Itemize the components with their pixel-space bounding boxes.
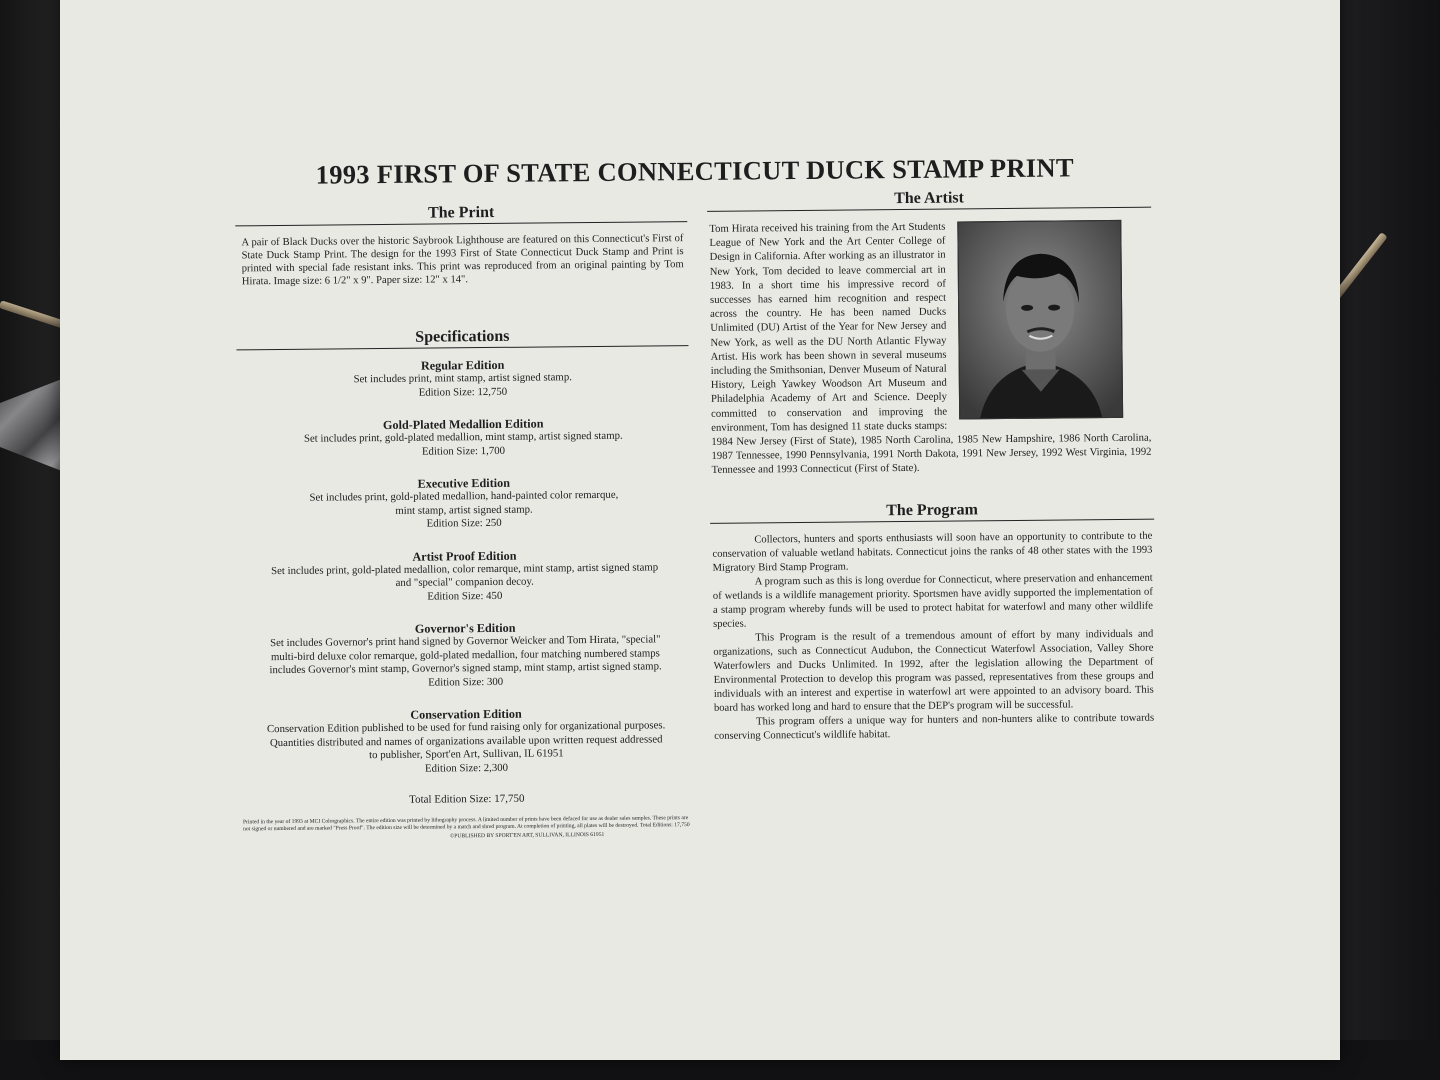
edition-size: Edition Size: 300 (428, 675, 504, 689)
program-paragraph: This program offers a unique way for hunters and non-hunters alike to contribute towards conserving Connecticut's wildlife habitat. (714, 712, 1155, 742)
edition-gold-plated (237, 415, 689, 460)
edition-conservation (240, 705, 693, 777)
portrait-photo-icon (958, 221, 1122, 419)
edition-name: Artist Proof Edition (412, 548, 517, 564)
total-edition-size: Total Edition Size: 17,750 (409, 792, 525, 806)
program-paragraph: This Program is the result of a tremendous amount of effort by many individuals and organizations, such as Connecticut Audubon, the Connecticut Waterfowl Association, Valley Shore Waterfowlers and Ducks Unlimited. In 1992, after the legislation allowing the Department of Environmental Protection to develop this program was passed, representatives from these groups and individuals with an interest and expertise in waterfowl art were appointed to an advisory board. This board has worked long and hard to ensure that the DEP's program will be successful. (713, 628, 1154, 714)
document-body (235, 142, 1162, 871)
program-text (710, 529, 1156, 743)
edition-size: Edition Size: 450 (427, 589, 503, 603)
right-column (707, 188, 1156, 744)
edition-description: Set includes print, gold-plated medallion, color remarque, mint stamp, artist signed stamp and "special" companion decoy. (270, 560, 659, 589)
edition-name: Gold-Plated Medallion Edition (382, 416, 544, 433)
edition-size: Edition Size: 250 (426, 516, 502, 530)
artist-block (707, 218, 1153, 478)
artist-biography: Tom Hirata received his training from the Art Students League of New York and the Art Center College of Design in California. After working as an illustrator in New York, Tom decided to leave commercial art in 1983. In a short time his impressive record of successes has earned him recognition and respect across the country. He has been named Ducks Unlimited (DU) Artist of the Year for New Jersey and New York, as well as the DU North Atlantic Flyway Artist. His work has been shown in several museums including the Smithsonian, Denver Museum of Natural History, Leigh Yawkey Woodson Art Museum and Philadelphia Academy of Art and Science. Deeply committed to conservation and improving the environment, Tom has designed 11 state ducks stamps: 1984 New Jersey (First of State), 1985 North Carolina, 1985 New Hampshire, 1986 North Carolina, 1987 Tennessee, 1990 Pennsylvania, 1991 North Dakota, 1991 New Jersey, 1992 West Virginia, 1992 Tennessee and 1993 Connecticut (First of State). (709, 220, 1152, 477)
edition-size: Edition Size: 2,300 (424, 761, 509, 775)
edition-description: Set includes print, gold-plated medallion, hand-painted color remarque, mint stamp, artist signed stamp. (309, 488, 619, 517)
publisher-line: ©PUBLISHED BY SPORT'EN ART, SULLIVAN, ILLINOIS 61951 (449, 832, 605, 840)
artist-heading: The Artist (707, 188, 1151, 212)
edition-description: Set includes print, gold-plated medallion, mint stamp, artist signed stamp. (303, 429, 623, 445)
page-title: 1993 FIRST OF STATE CONNECTICUT DUCK STAMP PRINT (315, 152, 1075, 190)
edition-description: Set includes print, mint stamp, artist signed stamp. (353, 371, 572, 386)
print-description: A pair of Black Ducks over the historic Saybrook Lighthouse are featured on this Connecticut's First of State Duck Stamp Print. The design for the 1993 First of State Connecticut Duck Stamp and Print is printed with special fade resistant inks. This print was reproduced from an original painting by Tom Hirata. Image size: 6 1/2" x 9". Paper size: 12" x 14". (241, 233, 684, 288)
edition-regular (237, 356, 689, 401)
program-paragraph: A program such as this is long overdue for Connecticut, where preservation and enhancement of wetlands is a wildlife management priority. Sportsmen have avidly supported the implementation of a stamp program whereby funds will be used to protect habitat for waterfowl and many other wildlife species. (712, 572, 1154, 630)
edition-name: Regular Edition (420, 357, 505, 373)
edition-governors (239, 619, 692, 691)
artist-portrait-photo (957, 220, 1123, 420)
print-heading: The Print (235, 202, 687, 226)
left-column (235, 202, 693, 842)
edition-name: Governor's Edition (414, 620, 516, 636)
program-heading: The Program (710, 499, 1154, 523)
edition-size: Edition Size: 12,750 (418, 385, 508, 399)
edition-name: Executive Edition (417, 475, 511, 491)
program-paragraph: Collectors, hunters and sports enthusiasts will soon have an opportunity to contribute to the conservation of valuable wetland habitats. Connecticut joins the ranks of 48 other states with the 1993 Migratory Bird Stamp Program. (712, 530, 1153, 574)
edition-description: Conservation Edition published to be used for fund raising only for organizational purposes. Quantities distributed and names of organizations available upon written request addressed to publisher, Sport'en Art, Sullivan, IL 61951 (266, 719, 666, 762)
edition-artist-proof (238, 547, 691, 606)
paper-sheet (60, 0, 1340, 1060)
edition-executive (238, 474, 691, 533)
specifications-heading: Specifications (236, 326, 688, 350)
fine-print: Printed in the year of 1993 at MCI Colorgraphics. The entire edition was printed by lithography process. A limited number of prints have been defaced for use as dealer sales samples. These prints are not signed or numbered and are marked "Press Proof". The edition size will be determined by a match and shred program. At completion of printing, all plates will be destroyed. Total Editions: 17,750 (242, 815, 690, 833)
edition-size: Edition Size: 1,700 (421, 444, 506, 458)
background-right (1330, 0, 1440, 1080)
edition-description: Set includes Governor's print hand signed by Governor Weicker and Tom Hirata, "special" multi-bird deluxe color remarque, gold-plated medallion, four matching numbered stamps includes Governor's mint stamp, Governor's signed stamp, mint stamp, artist signed stamp. (269, 633, 662, 677)
edition-name: Conservation Edition (410, 706, 522, 722)
